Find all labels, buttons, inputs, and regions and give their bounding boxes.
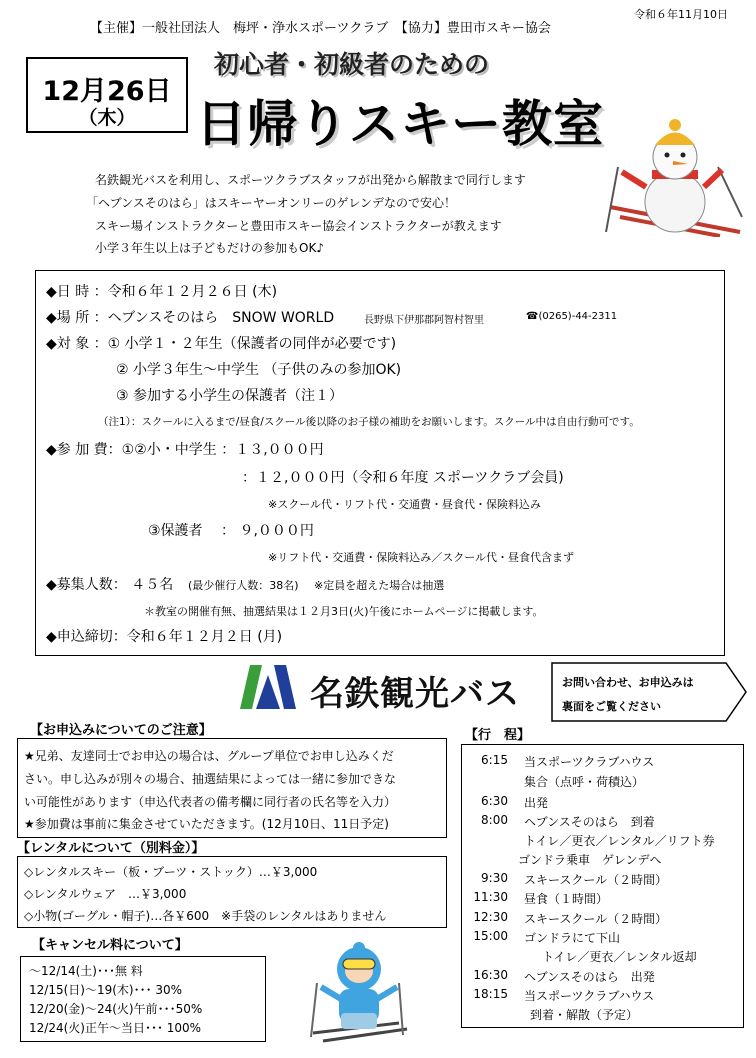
schedule-text: トイレ／更衣／レンタル／リフト券 [524, 834, 715, 848]
intro-line: 小学３年生以上は子どもだけの参加もOK♪ [95, 241, 324, 255]
schedule-time: 15:00 [473, 929, 508, 943]
rental-line: ◇レンタルスキー（板・ブーツ・ストック）…￥3,000 [24, 865, 318, 879]
cancel-line: 12/24(火)正午～当日･･･ 100% [29, 1021, 202, 1035]
schedule-text: 当スポーツクラブハウス [524, 989, 655, 1003]
schedule-text: ヘブンスそのはら 到着 [524, 815, 655, 829]
date-box [26, 57, 188, 133]
details-box [35, 270, 725, 656]
meitetsu-logo-mark [240, 665, 296, 709]
schedule-time: 18:15 [473, 987, 508, 1001]
target-line: ◆対 象 ：① 小学１・２年生（保護者の同伴が必要です) [46, 336, 397, 352]
schedule-text: 到着・解散（予定） [530, 1008, 639, 1022]
schedule-time: 16:30 [473, 968, 508, 982]
organizers: 【主催】一般社団法人 梅坪・浄水スポーツクラブ 【協力】豊田市スキー協会 [90, 21, 551, 36]
schedule-time: 6:15 [481, 753, 508, 767]
event-weekday: （木） [78, 107, 136, 129]
meitetsu-logo [240, 664, 530, 714]
capacity-rule: ※定員を超えた場合は抽選 [314, 579, 445, 592]
notes-line: ★兄弟、友達同士でお申込の場合は、グループ単位でお申し込みくだ [24, 749, 394, 763]
schedule-time: 9:30 [481, 871, 508, 885]
fee-note2: ※リフト代・交通費・保険料込み／スクール代・昼食代含まず [268, 551, 574, 564]
cancel-box [20, 956, 266, 1042]
schedule-time: 11:30 [473, 890, 508, 904]
schedule-heading: 【行 程】 [465, 728, 531, 743]
event-date: 12月26日 [42, 76, 172, 107]
cancel-line: ～12/14(土)･･･無 料 [29, 964, 143, 978]
schedule-text: ヘブンスそのはら 出発 [524, 970, 655, 984]
place-line: ◆場 所 ：ヘブンスそのはら SNOW WORLD [46, 310, 335, 326]
intro-line: スキー場インストラクターと豊田市スキー協会インストラクターが教えます [95, 219, 502, 233]
snowman-skier-illustration [600, 112, 750, 237]
fee-line: ◆参 加 費：①②小・中学生 ：１３,０００円 [46, 442, 324, 458]
application-notes-heading: 【お申込みについてのご注意】 [30, 723, 212, 738]
schedule-time: 6:30 [481, 794, 508, 808]
date-line: ◆日 時 ：令和６年１２月２６日 (木) [46, 284, 278, 300]
schedule-text: ゴンドラ乗車 ゲレンデへ [518, 853, 662, 867]
cancel-line: 12/20(金)～24(火)午前･･･50% [29, 1002, 203, 1016]
intro-line: 「ヘブンスそのはら」はスキーヤーオンリーのゲレンデなので安心！ [86, 196, 457, 210]
schedule-text: 昼食（１時間） [524, 892, 609, 906]
issue-date: 令和６年11月10日 [634, 8, 728, 21]
place-phone: ☎(0265)-44-2311 [526, 311, 618, 322]
schedule-text: 集合（点呼・荷積込） [524, 775, 645, 789]
schedule-text: トイレ／更衣／レンタル返却 [542, 950, 697, 964]
schedule-text: スキースクール（２時間） [524, 912, 668, 926]
intro-line: 名鉄観光バスを利用し、スポーツクラブスタッフが出発から解散まで同行します [95, 173, 526, 187]
capacity-min: (最少催行人数：38名) [188, 579, 299, 592]
schedule-text: スキースクール（２時間） [524, 873, 668, 887]
contact-arrow [551, 662, 748, 722]
schedule-text: 出発 [524, 796, 549, 810]
schedule-text: ゴンドラにて下山 [524, 931, 621, 945]
application-notes-box [17, 738, 447, 838]
rental-box [17, 856, 447, 928]
schedule-time: 8:00 [481, 813, 508, 827]
skier-child-illustration [303, 933, 413, 1045]
capacity-line: ◆募集人数： ４５名 [46, 577, 174, 593]
schedule-box [461, 744, 744, 1028]
rental-heading: 【レンタルについて（別料金）】 [17, 841, 205, 856]
cancel-line: 12/15(日)～19(木)･･･ 30% [29, 983, 183, 997]
contact-line1: お問い合わせ、お申込みは [562, 676, 694, 689]
rental-line: ◇小物(ゴーグル・帽子)…各￥600 ※手袋のレンタルはありません [24, 909, 387, 923]
deadline-line: ◆申込締切：令和６年１２月２日 (月) [46, 629, 283, 645]
capacity-note: ＊教室の開催有無、抽選結果は１２月3日(火)午後にホームページに掲載します。 [144, 605, 544, 618]
notes-line: ★参加費は事前に集金させていただきます。(12月10日、11日予定) [24, 817, 389, 831]
target-3: ③ 参加する小学生の保護者（注１） [116, 388, 344, 404]
fee-guardian: ③保護者 ： ９,０００円 [148, 523, 314, 539]
schedule-time: 12:30 [473, 910, 508, 924]
fee-note1: ※スクール代・リフト代・交通費・昼食代・保険料込み [268, 498, 541, 511]
logo-text: 名鉄観光バス [310, 674, 520, 714]
place-address: 長野県下伊那郡阿智村智里 [364, 315, 484, 326]
notes-line: さい。申し込みが別々の場合、抽選結果によっては一緒に参加できな [24, 772, 397, 786]
fee-member: ：１２,０００円（令和６年度 スポーツクラブ会員) [242, 470, 564, 486]
schedule-text: 当スポーツクラブハウス [524, 755, 655, 769]
target-note: （注1）：スクールに入るまで/昼食/スクール後以降のお子様の補助をお願いします。スクール中は自由行動可です。 [98, 416, 640, 428]
cancel-heading: 【キャンセル料について】 [32, 938, 188, 953]
notes-line: い可能性があります（申込代表者の備考欄に同行者の氏名等を入力） [24, 795, 397, 809]
main-title: 日帰りスキー教室 [196, 95, 604, 153]
rental-line: ◇レンタルウェア …￥3,000 [24, 887, 187, 901]
subtitle: 初心者・初級者のための [214, 50, 490, 79]
target-2: ② 小学３年生～中学生 （子供のみの参加OK) [116, 362, 402, 378]
contact-line2: 裏面をご覧ください [562, 700, 661, 713]
